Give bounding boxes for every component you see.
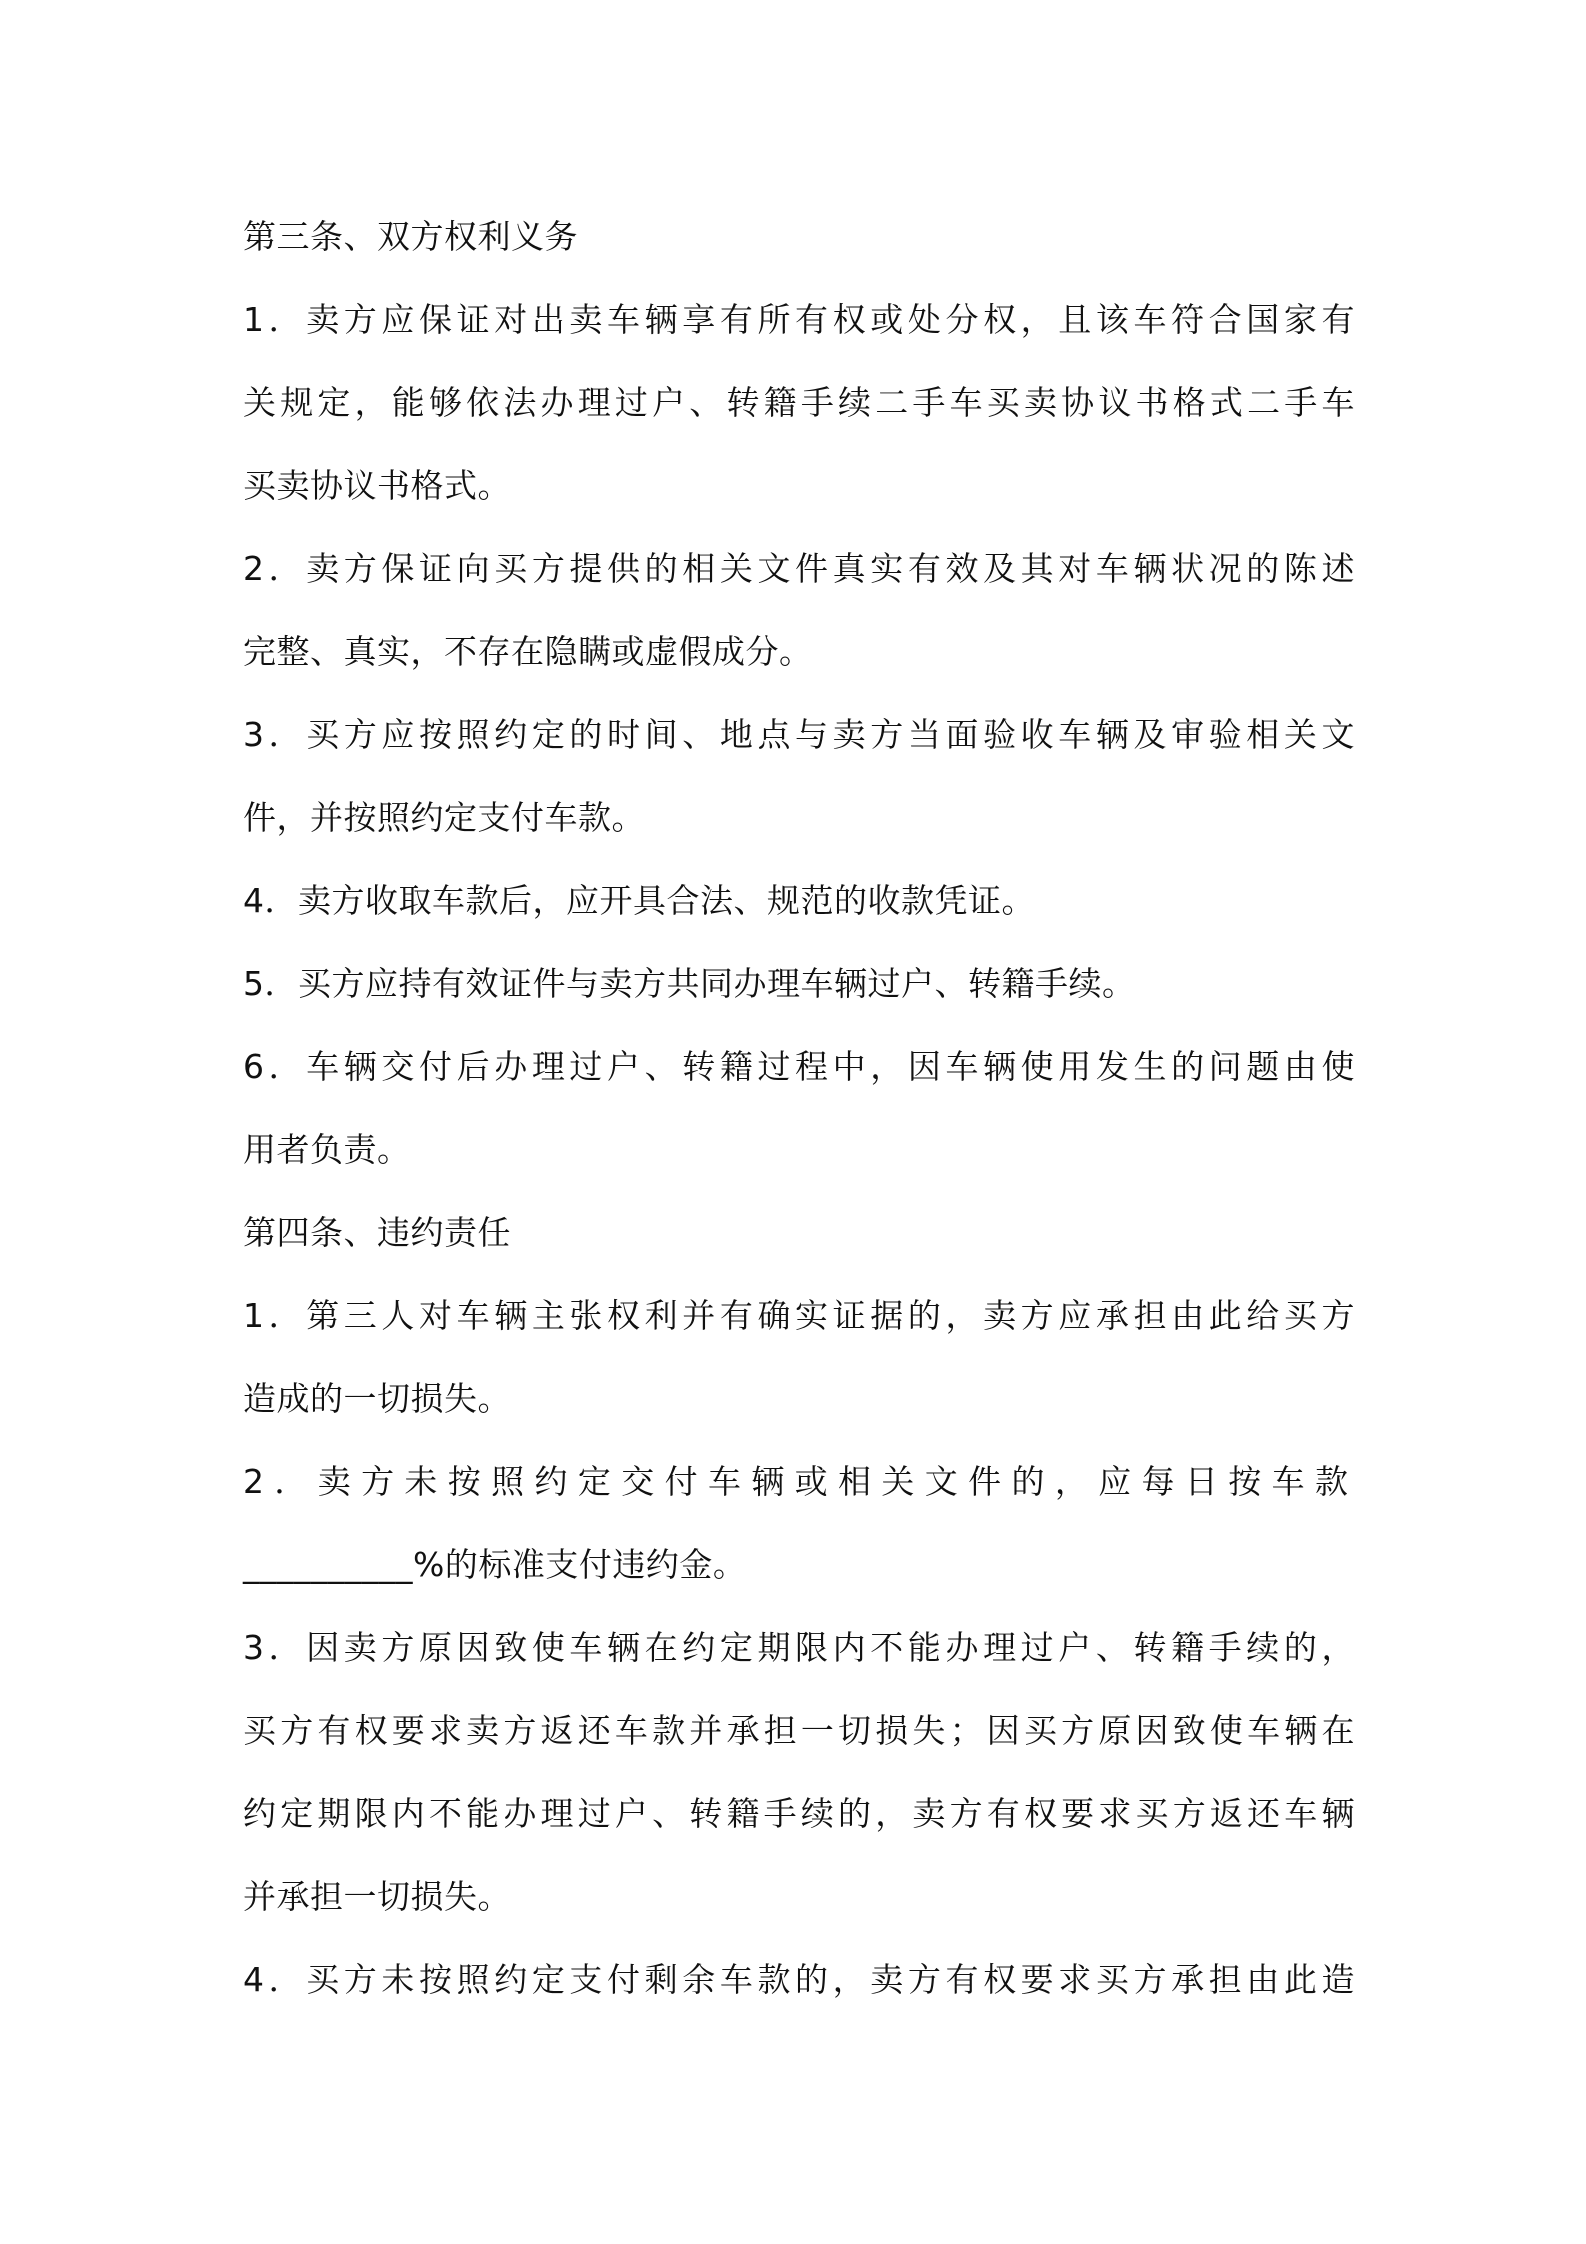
document-body [243,195,1355,2021]
article-3-heading: 第三条、双方权利义务 [243,217,578,256]
article-3-clause-3-line-2: 件，并按照约定支付车款。 [243,798,645,837]
article-4-clause-1-line-2: 造成的一切损失。 [243,1379,511,1418]
article-3-clause-6-line-1: 6．车辆交付后办理过户、转籍过程中，因车辆使用发生的问题由使 [243,1047,1355,1086]
article-4-clause-3-line-2: 买方有权要求卖方返还车款并承担一切损失；因买方原因致使车辆在 [243,1711,1355,1750]
article-4-clause-2-line-1: 2．卖方未按照约定交付车辆或相关文件的，应每日按车款 [243,1462,1355,1501]
article-3-clause-6-line-2: 用者负责。 [243,1130,411,1169]
article-4-clause-3-line-4: 并承担一切损失。 [243,1877,511,1916]
article-4-clause-3-line-1: 3．因卖方原因致使车辆在约定期限内不能办理过户、转籍手续的， [243,1628,1355,1667]
article-4-clause-2-line-2: __________%的标准支付违约金。 [243,1545,747,1584]
article-3-clause-2-line-1: 2．卖方保证向买方提供的相关文件真实有效及其对车辆状况的陈述 [243,549,1355,588]
article-4-clause-1-line-1: 1．第三人对车辆主张权利并有确实证据的，卖方应承担由此给买方 [243,1296,1355,1335]
article-4-clause-3-line-3: 约定期限内不能办理过户、转籍手续的，卖方有权要求买方返还车辆 [243,1794,1355,1833]
article-3-clause-3-line-1: 3．买方应按照约定的时间、地点与卖方当面验收车辆及审验相关文 [243,715,1355,754]
article-3-clause-2-line-2: 完整、真实，不存在隐瞒或虚假成分。 [243,632,813,671]
article-3-clause-4: 4．卖方收取车款后，应开具合法、规范的收款凭证。 [243,881,1035,920]
article-3-clause-5: 5．买方应持有效证件与卖方共同办理车辆过户、转籍手续。 [243,964,1136,1003]
article-3-clause-1-line-2: 关规定，能够依法办理过户、转籍手续二手车买卖协议书格式二手车 [243,383,1355,422]
article-4-clause-4-line-1: 4．买方未按照约定支付剩余车款的，卖方有权要求买方承担由此造 [243,1960,1355,1999]
article-3-clause-1-line-1: 1．卖方应保证对出卖车辆享有所有权或处分权，且该车符合国家有 [243,300,1355,339]
article-3-clause-1-line-3: 买卖协议书格式。 [243,466,511,505]
article-4-heading: 第四条、违约责任 [243,1213,511,1252]
